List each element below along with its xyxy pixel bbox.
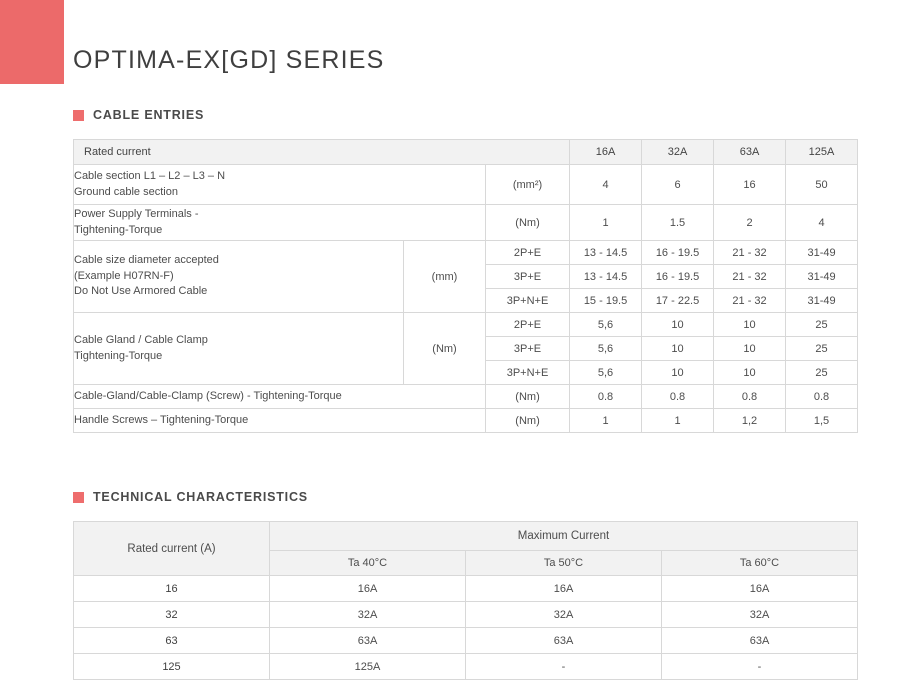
- technical-characteristics-table: [73, 521, 858, 680]
- cell-value: 31-49: [786, 241, 858, 265]
- cell-value: 16 - 19.5: [642, 241, 714, 265]
- row-label-line1: Cable size diameter accepted: [74, 253, 219, 266]
- row-label-line2: Tightening-Torque: [74, 349, 163, 362]
- page-title: OPTIMA-EX[GD] SERIES: [73, 45, 385, 74]
- section-title-technical-characteristics: TECHNICAL CHARACTERISTICS: [93, 490, 308, 504]
- cell-value: 63A: [270, 628, 466, 654]
- cell-value: 1: [642, 409, 714, 433]
- cell-value: 1,5: [786, 409, 858, 433]
- cell-value: 10: [642, 361, 714, 385]
- cell-value: 16A: [466, 576, 662, 602]
- cell-value: 13 - 14.5: [570, 265, 642, 289]
- cell-value: 0.8: [570, 385, 642, 409]
- table-header-row: [74, 140, 858, 165]
- cell-value: 10: [714, 313, 786, 337]
- table-row: [74, 313, 858, 337]
- cell-value: 32A: [270, 602, 466, 628]
- col-header-ta60: Ta 60°C: [662, 551, 858, 576]
- cell-value: 32A: [662, 602, 858, 628]
- cell-value: 10: [714, 361, 786, 385]
- cell-value: 0.8: [642, 385, 714, 409]
- row-unit: (Nm): [486, 205, 570, 241]
- table-row: [74, 654, 858, 680]
- section-bullet-icon: [73, 110, 84, 121]
- col-header-125a: 125A: [786, 140, 858, 165]
- cell-rated: 32: [74, 602, 270, 628]
- section-header-technical-characteristics: [73, 490, 308, 504]
- col-header-rated-current: Rated current (A): [74, 522, 270, 576]
- cell-value: 21 - 32: [714, 265, 786, 289]
- row-label-cable-size-diameter: [74, 241, 404, 313]
- sub-label: 3P+N+E: [486, 361, 570, 385]
- col-header-16a: 16A: [570, 140, 642, 165]
- cell-value: 1: [570, 205, 642, 241]
- row-label-handle-screws: Handle Screws – Tightening-Torque: [74, 409, 486, 433]
- cell-value: 5,6: [570, 337, 642, 361]
- sub-label: 2P+E: [486, 313, 570, 337]
- cell-value: 50: [786, 165, 858, 205]
- table-row: [74, 241, 858, 265]
- table-row: [74, 576, 858, 602]
- cell-value: 31-49: [786, 289, 858, 313]
- cell-value: 25: [786, 337, 858, 361]
- cell-value: 5,6: [570, 361, 642, 385]
- table-row: [74, 409, 858, 433]
- row-label-line1: Power Supply Terminals -: [74, 207, 199, 220]
- col-header-ta50: Ta 50°C: [466, 551, 662, 576]
- cell-value: 6: [642, 165, 714, 205]
- cell-value: 10: [642, 337, 714, 361]
- cell-value: 63A: [466, 628, 662, 654]
- table-row: [74, 385, 858, 409]
- cell-value: 21 - 32: [714, 241, 786, 265]
- col-header-32a: 32A: [642, 140, 714, 165]
- cell-value: -: [466, 654, 662, 680]
- cell-value: 32A: [466, 602, 662, 628]
- row-label-line2: Tightening-Torque: [74, 223, 163, 236]
- cell-value: 2: [714, 205, 786, 241]
- cell-value: 15 - 19.5: [570, 289, 642, 313]
- section-title-cable-entries: CABLE ENTRIES: [93, 108, 205, 122]
- row-label-power-supply-terminals: [74, 205, 486, 241]
- cell-value: 4: [786, 205, 858, 241]
- col-header-ta40: Ta 40°C: [270, 551, 466, 576]
- sub-label: 2P+E: [486, 241, 570, 265]
- cell-value: -: [662, 654, 858, 680]
- row-unit: (mm²): [486, 165, 570, 205]
- cable-entries-table: [73, 139, 858, 433]
- table-row: [74, 165, 858, 205]
- row-unit: (Nm): [486, 409, 570, 433]
- row-label-cable-section: [74, 165, 486, 205]
- cell-value: 17 - 22.5: [642, 289, 714, 313]
- row-label-line1: Cable Gland / Cable Clamp: [74, 333, 208, 346]
- cell-value: 16: [714, 165, 786, 205]
- cell-value: 31-49: [786, 265, 858, 289]
- cell-value: 1,2: [714, 409, 786, 433]
- section-bullet-icon: [73, 492, 84, 503]
- cell-value: 16A: [270, 576, 466, 602]
- cell-value: 16 - 19.5: [642, 265, 714, 289]
- row-label-cable-gland-screw: Cable-Gland/Cable-Clamp (Screw) - Tightening-Torque: [74, 385, 486, 409]
- cell-value: 5,6: [570, 313, 642, 337]
- accent-block: [0, 0, 64, 84]
- row-label-line1: Cable section L1 – L2 – L3 – N: [74, 169, 226, 182]
- cell-value: 10: [642, 313, 714, 337]
- cell-value: 25: [786, 361, 858, 385]
- cell-value: 1.5: [642, 205, 714, 241]
- cell-value: 63A: [662, 628, 858, 654]
- cell-value: 125A: [270, 654, 466, 680]
- table-header-row: [74, 522, 858, 551]
- sub-label: 3P+E: [486, 265, 570, 289]
- cell-value: 0.8: [714, 385, 786, 409]
- cell-rated: 125: [74, 654, 270, 680]
- row-unit: (Nm): [404, 313, 486, 385]
- cell-value: 13 - 14.5: [570, 241, 642, 265]
- row-unit: (mm): [404, 241, 486, 313]
- table-row: [74, 628, 858, 654]
- cell-value: 10: [714, 337, 786, 361]
- cell-rated: 63: [74, 628, 270, 654]
- cell-value: 0.8: [786, 385, 858, 409]
- row-label-line3: Do Not Use Armored Cable: [74, 285, 208, 298]
- col-header-63a: 63A: [714, 140, 786, 165]
- cell-value: 1: [570, 409, 642, 433]
- row-label-line2: (Example H07RN-F): [74, 269, 174, 282]
- sub-label: 3P+N+E: [486, 289, 570, 313]
- sub-label: 3P+E: [486, 337, 570, 361]
- table-row: [74, 602, 858, 628]
- row-label-cable-gland-clamp: [74, 313, 404, 385]
- cell-value: 25: [786, 313, 858, 337]
- cell-rated: 16: [74, 576, 270, 602]
- row-label-line2: Ground cable section: [74, 185, 178, 198]
- cell-value: 16A: [662, 576, 858, 602]
- row-unit: (Nm): [486, 385, 570, 409]
- section-header-cable-entries: [73, 108, 204, 122]
- table-row: [74, 205, 858, 241]
- cell-value: 4: [570, 165, 642, 205]
- col-header-rated-current: Rated current: [74, 140, 570, 165]
- cell-value: 21 - 32: [714, 289, 786, 313]
- col-header-maximum-current: Maximum Current: [270, 522, 858, 551]
